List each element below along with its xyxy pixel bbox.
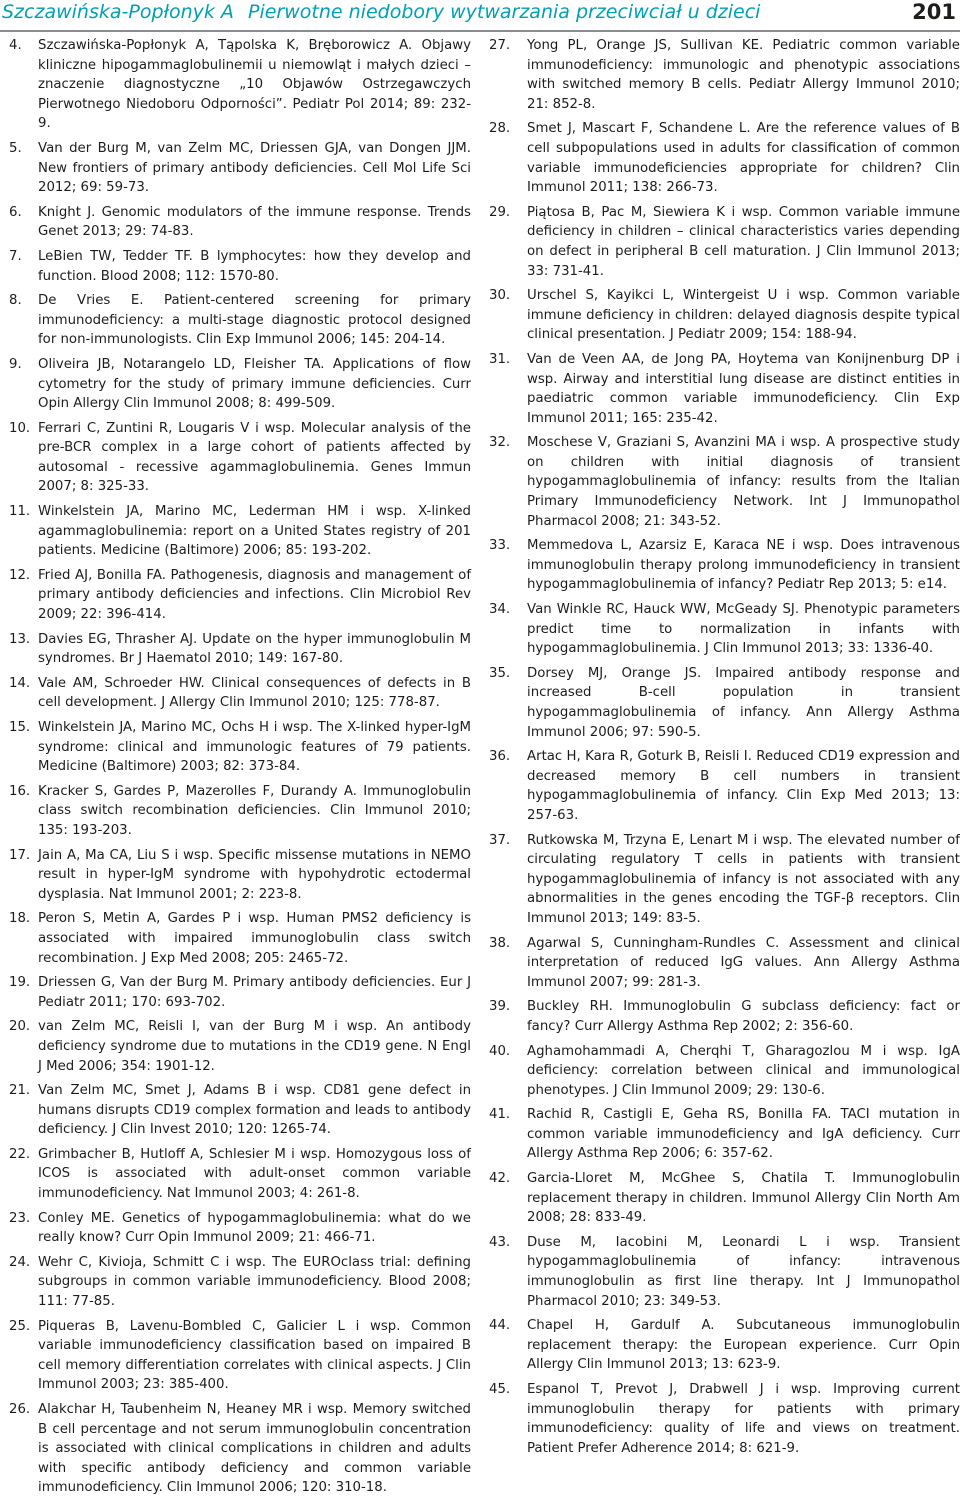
reference-item <box>489 36 960 114</box>
reference-item <box>0 566 471 625</box>
reference-number: 35. <box>489 665 511 681</box>
reference-number: 19. <box>9 975 31 991</box>
reference-number: 30. <box>489 288 511 304</box>
reference-text: Fried AJ, Bonilla FA. Pathogenesis, diagnosis and management of primary antibody deficiencies and infections. Clin Microbiol Rev 2009; 22: 396-414. <box>38 567 471 623</box>
reference-text: De Vries E. Patient-centered screening for primary immunodeficiency: a multi-stage diagnostic protocol designed for non-immunologists. Clin Exp Immunol 2006; 145: 204-14. <box>38 293 471 348</box>
reference-number: 5. <box>9 140 22 156</box>
reference-text: Van Zelm MC, Smet J, Adams B i wsp. CD81 gene defect in humans disrupts CD19 complex formation and leads to antibody deficiency. J Clin Invest 2010; 120: 1265-74. <box>38 1083 471 1138</box>
reference-item <box>489 934 960 993</box>
reference-number: 10. <box>9 420 31 436</box>
page-header <box>0 0 960 32</box>
reference-text: Davies EG, Thrasher AJ. Update on the hyper immunoglobulin M syndromes. Br J Haematol 2010; 149: 167-80. <box>38 631 471 667</box>
reference-text: Piątosa B, Pac M, Siewiera K i wsp. Common variable immune deficiency in children – clinical characteristics varies depending on defect in peripheral B cell maturation. J Clin Immunol 2013; 33: 731-41. <box>527 204 960 279</box>
reference-item <box>0 419 471 497</box>
reference-item <box>0 973 471 1012</box>
reference-item <box>0 630 471 669</box>
references-left-column <box>0 36 471 1503</box>
reference-text: Espanol T, Prevot J, Drabwell J i wsp. Improving current immunoglobulin therapy for patients with primary immunodeficiency: quality of life and views on treatment. Patient Prefer Adherence 2014; 8: 621-9. <box>527 1382 960 1456</box>
reference-text: Moschese V, Graziani S, Avanzini MA i wsp. A prospective study on children with initial diagnosis of transient hypogammaglobulinemia of infancy: results from the Italian Primary Immunodeficiency Network. Int J Immunopathol Pharmacol 2008; 21: 343-52. <box>527 435 960 529</box>
reference-item <box>0 846 471 905</box>
reference-item <box>489 1169 960 1228</box>
reference-item <box>489 1042 960 1101</box>
reference-item <box>0 718 471 777</box>
reference-text: Szczawińska-Popłonyk A, Tąpolska K, Bręborowicz A. Objawy kliniczne hipogammaglobulinemii u niemowląt i małych dzieci – znaczenie diagnostyczne „10 Objawów Ostrzegawczych Pierwotnego Niedoboru Odporności”. Pediatr Pol 2014; 89: 232-9. <box>38 38 471 132</box>
reference-number: 41. <box>489 1107 511 1123</box>
reference-number: 45. <box>489 1382 511 1397</box>
reference-number: 32. <box>489 435 511 451</box>
reference-number: 13. <box>9 631 31 647</box>
reference-text: Wehr C, Kivioja, Schmitt C i wsp. The EUROclass trial: defining subgroups in common variable immunodeficiency. Blood 2008; 111: 77-85. <box>38 1254 471 1310</box>
reference-text: Aghamohammadi A, Cherqhi T, Gharagozlou M i wsp. IgA deficiency: correlation between clinical and immunological phenotypes. J Clin Immunol 2009; 29: 130-6. <box>527 1043 960 1098</box>
reference-number: 31. <box>489 351 511 367</box>
reference-item <box>0 1017 471 1076</box>
reference-text: Urschel S, Kayikci L, Wintergeist U i wsp. Common variable immune deficiency in children: delayed diagnosis despite typical clinical presentation. J Pediatr 2009; 154: 188-94. <box>527 288 960 343</box>
reference-item <box>0 139 471 198</box>
page-number: 201 <box>912 0 956 24</box>
reference-text: Winkelstein JA, Marino MC, Ochs H i wsp. The X-linked hyper-IgM syndrome: clinical and immunologic features of 79 patients. Medicine (Baltimore) 2003; 82: 373-84. <box>38 720 471 775</box>
reference-number: 34. <box>489 602 511 618</box>
reference-text: Vale AM, Schroeder HW. Clinical consequences of defects in B cell development. J Allergy Clin Immunol 2010; 125: 778-87. <box>38 675 471 711</box>
reference-text: Alakchar H, Taubenheim N, Heaney MR i wsp. Memory switched B cell percentage and not serum immunoglobulin concentration is associated with clinical complications in children and adults with specific antibody deficiency and common variable immunodeficiency. Clin Immunol 2006; 120: 310-18. <box>38 1402 471 1496</box>
reference-number: 15. <box>9 720 31 735</box>
reference-number: 33. <box>489 538 511 554</box>
reference-item <box>489 747 960 825</box>
reference-text: Memmedova L, Azarsiz E, Karaca NE i wsp. Does intravenous immunoglobulin therapy prolong immunodeficiency in transient hypogammaglobulinemia of infancy? Pediatr Rep 2013; 5: e14. <box>527 538 960 593</box>
reference-text: Winkelstein JA, Marino MC, Lederman HM i wsp. X-linked agammaglobulinemia: report on a United States registry of 201 patients. Medicine (Baltimore) 2006; 85: 193-202. <box>38 504 471 559</box>
reference-item <box>489 600 960 659</box>
reference-item <box>0 355 471 414</box>
reference-item <box>489 664 960 742</box>
reference-number: 12. <box>9 567 31 583</box>
reference-text: Artac H, Kara R, Goturk B, Reisli I. Reduced CD19 expression and decreased memory B cell numbers in transient hypogammaglobulinemia of infancy. Clin Exp Med 2013; 13: 257-63. <box>527 749 960 823</box>
reference-text: van Zelm MC, Reisli I, van der Burg M i wsp. An antibody deficiency syndrome due to mutations in the CD19 gene. N Engl J Med 2006; 354: 1901-12. <box>38 1019 471 1074</box>
reference-item <box>0 291 471 350</box>
reference-item <box>0 502 471 561</box>
running-head-authors: Szczawińska-Popłonyk A <box>2 1 234 23</box>
reference-item <box>0 203 471 242</box>
reference-text: Van Winkle RC, Hauck WW, McGeady SJ. Phenotypic parameters predict time to normalization in infants with hypogammaglobulinemia. J Clin Immunol 2013; 33: 1336-40. <box>527 602 960 657</box>
reference-number: 25. <box>9 1318 31 1334</box>
reference-number: 6. <box>9 204 22 220</box>
reference-text: Agarwal S, Cunningham-Rundles C. Assessment and clinical interpretation of reduced IgG values. Ann Allergy Asthma Immunol 2007; 99: 281-3. <box>527 935 960 990</box>
reference-item <box>489 1105 960 1164</box>
reference-text: Piqueras B, Lavenu-Bombled C, Galicier L i wsp. Common variable immunodeficiency classification based on impaired B cell memory differentiation correlates with clinical aspects. J Clin Immunol 2003; 23: 385-400. <box>38 1318 471 1393</box>
reference-number: 29. <box>489 204 511 220</box>
reference-item <box>0 36 471 134</box>
reference-number: 20. <box>9 1019 31 1035</box>
running-head-title: Pierwotne niedobory wytwarzania przeciwciał u dzieci <box>248 1 761 23</box>
reference-item <box>489 286 960 345</box>
reference-text: Smet J, Mascart F, Schandene L. Are the reference values of B cell subpopulations used in adults for classification of common variable immunodeficiencies appropriate for children? Clin Immunol 2011; 138: 266-73. <box>527 121 960 196</box>
reference-number: 22. <box>9 1146 31 1162</box>
reference-item <box>489 536 960 595</box>
reference-number: 36. <box>489 749 511 765</box>
reference-item <box>0 1253 471 1312</box>
reference-text: Ferrari C, Zuntini R, Lougaris V i wsp. Molecular analysis of the pre-BCR complex in a large cohort of patients affected by autosomal - recessive agammaglobulinemia. Genes Immun 2007; 8: 325-33. <box>38 420 471 495</box>
reference-number: 40. <box>489 1043 511 1059</box>
reference-number: 14. <box>9 675 31 691</box>
reference-number: 27. <box>489 38 511 53</box>
reference-text: LeBien TW, Tedder TF. B lymphocytes: how they develop and function. Blood 2008; 112: 1570-80. <box>38 248 471 284</box>
reference-number: 26. <box>9 1402 31 1417</box>
reference-number: 11. <box>9 504 31 520</box>
reference-item <box>0 1209 471 1248</box>
reference-number: 9. <box>9 356 22 372</box>
reference-item <box>489 1380 960 1458</box>
reference-number: 8. <box>9 293 22 309</box>
reference-number: 7. <box>9 248 22 264</box>
reference-text: Rachid R, Castigli E, Geha RS, Bonilla FA. TACI mutation in common variable immunodeficiency and IgA deficiency. Curr Allergy Asthma Rep 2006; 6: 357-62. <box>527 1107 960 1162</box>
reference-number: 43. <box>489 1234 511 1250</box>
reference-text: Jain A, Ma CA, Liu S i wsp. Specific missense mutations in NEMO result in hyper-IgM syndrome with hypohydrotic ectodermal dysplasia. Nat Immunol 2001; 2: 223-8. <box>38 847 471 902</box>
reference-number: 4. <box>9 38 22 53</box>
reference-text: Yong PL, Orange JS, Sullivan KE. Pediatric common variable immunodeficiency: immunologic and phenotypic associations with switched memory B cells. Pediatr Allergy Immunol 2010; 21: 852-8. <box>527 38 960 112</box>
reference-number: 21. <box>9 1083 31 1099</box>
reference-item <box>489 203 960 281</box>
reference-number: 16. <box>9 783 31 799</box>
reference-item <box>489 1316 960 1375</box>
reference-item <box>489 119 960 197</box>
reference-text: Van de Veen AA, de Jong PA, Hoytema van Konijnenburg DP i wsp. Airway and interstitial lung disease are distinct entities in paediatric common variable immunodeficiency. Clin Exp Immunol 2011; 165: 235-42. <box>527 351 960 426</box>
reference-text: Kracker S, Gardes P, Mazerolles F, Durandy A. Immunoglobulin class switch recombination deficiencies. Clin Immunol 2010; 135: 193-203. <box>38 783 471 838</box>
references-right-column <box>489 36 960 1463</box>
reference-item <box>0 247 471 286</box>
reference-number: 39. <box>489 999 511 1015</box>
reference-text: Knight J. Genomic modulators of the immune response. Trends Genet 2013; 29: 74-83. <box>38 204 471 240</box>
reference-text: Garcia-Lloret M, McGhee S, Chatila T. Immunoglobulin replacement therapy in children. Immunol Allergy Clin North Am 2008; 28: 833-49. <box>527 1171 960 1226</box>
reference-text: Chapel H, Gardulf A. Subcutaneous immunoglobulin replacement therapy: the European experience. Curr Opin Allergy Clin Immunol 2013; 13: 623-9. <box>527 1318 960 1373</box>
reference-number: 37. <box>489 832 511 848</box>
reference-item <box>489 1233 960 1311</box>
reference-number: 17. <box>9 847 31 863</box>
reference-text: Grimbacher B, Hutloff A, Schlesier M i wsp. Homozygous loss of ICOS is associated with adult-onset common variable immunodeficiency. Nat Immunol 2003; 4: 261-8. <box>38 1146 471 1202</box>
reference-item <box>0 909 471 968</box>
reference-text: Conley ME. Genetics of hypogammaglobulinemia: what do we really know? Curr Opin Immunol 2009; 21: 466-71. <box>38 1210 471 1246</box>
reference-item <box>0 1081 471 1140</box>
reference-number: 44. <box>489 1318 511 1334</box>
reference-item <box>0 1145 471 1204</box>
reference-item <box>0 1317 471 1395</box>
reference-number: 24. <box>9 1254 31 1270</box>
reference-number: 38. <box>489 935 511 951</box>
reference-text: Peron S, Metin A, Gardes P i wsp. Human PMS2 deficiency is associated with impaired immunoglobulin class switch recombination. J Exp Med 2008; 205: 2465-72. <box>38 911 471 966</box>
reference-item <box>489 997 960 1036</box>
reference-text: Rutkowska M, Trzyna E, Lenart M i wsp. The elevated number of circulating regulatory T cells in patients with transient hypogammaglobulinemia of infancy is not associated with any abnormalities in the genes encoding the TGF-β receptors. Clin Immunol 2013; 149: 83-5. <box>527 832 960 926</box>
reference-item <box>489 831 960 929</box>
reference-text: Duse M, Iacobini M, Leonardi L i wsp. Transient hypogammaglobulinemia of infancy: intravenous immunoglobulin as first line therapy. Int J Immunopathol Pharmacol 2010; 23: 349-53. <box>527 1234 960 1309</box>
reference-number: 23. <box>9 1210 31 1226</box>
reference-number: 28. <box>489 121 511 137</box>
reference-item <box>489 433 960 531</box>
reference-text: Oliveira JB, Notarangelo LD, Fleisher TA. Applications of flow cytometry for the study of primary immune deficiencies. Curr Opin Allergy Clin Immunol 2008; 8: 499-509. <box>38 356 471 412</box>
reference-text: Dorsey MJ, Orange JS. Impaired antibody response and increased B-cell population in transient hypogammaglobulinemia of infancy. Ann Allergy Asthma Immunol 2006; 97: 590-5. <box>527 665 960 740</box>
reference-text: Van der Burg M, van Zelm MC, Driessen GJA, van Dongen JJM. New frontiers of primary antibody deficiencies. Cell Mol Life Sci 2012; 69: 59-73. <box>38 140 471 196</box>
reference-item <box>0 1400 471 1498</box>
reference-item <box>0 782 471 841</box>
reference-number: 42. <box>489 1171 511 1187</box>
reference-item <box>489 350 960 428</box>
reference-item <box>0 674 471 713</box>
reference-number: 18. <box>9 911 31 927</box>
reference-text: Buckley RH. Immunoglobulin G subclass deficiency: fact or fancy? Curr Allergy Asthma Rep 2002; 2: 356-60. <box>527 999 960 1034</box>
reference-text: Driessen G, Van der Burg M. Primary antibody deficiencies. Eur J Pediatr 2011; 170: 693-702. <box>38 975 471 1010</box>
